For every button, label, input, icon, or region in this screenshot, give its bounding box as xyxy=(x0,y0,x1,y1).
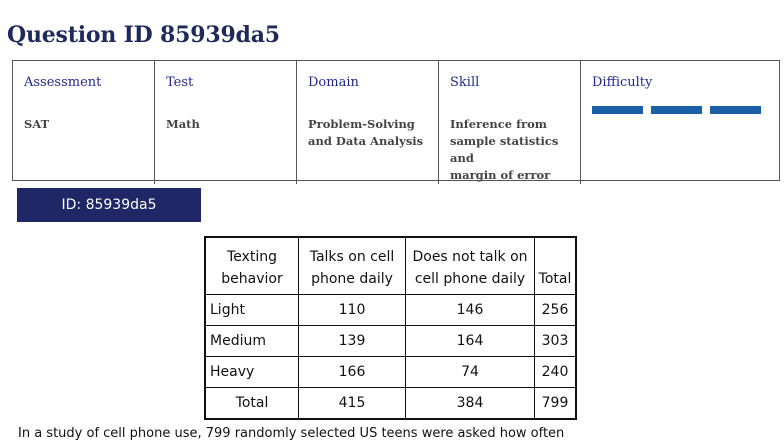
table-row xyxy=(205,326,576,357)
table-cell: 139 xyxy=(299,326,406,357)
table-row-label: Total xyxy=(205,388,299,420)
difficulty-bar xyxy=(651,106,702,114)
page-title: Question ID 85939da5 xyxy=(7,22,280,48)
table-cell: 240 xyxy=(535,357,577,388)
question-id-badge: ID: 85939da5 xyxy=(17,188,201,222)
table-cell: 74 xyxy=(406,357,535,388)
meta-skill-label: Skill xyxy=(450,75,480,90)
meta-test-label: Test xyxy=(166,75,194,90)
question-metadata-table xyxy=(12,60,780,181)
meta-skill xyxy=(439,61,581,184)
table-header-cell: Texting behavior xyxy=(205,237,299,295)
difficulty-bar xyxy=(710,106,761,114)
table-header-cell: Does not talk on cell phone daily xyxy=(406,237,535,295)
meta-test-value: Math xyxy=(166,117,200,131)
table-cell: 164 xyxy=(406,326,535,357)
table-row-label: Medium xyxy=(205,326,299,357)
table-cell: 799 xyxy=(535,388,577,420)
table-header-row xyxy=(205,237,576,295)
meta-assessment-label: Assessment xyxy=(24,75,102,90)
meta-domain-value: Problem-Solving and Data Analysis xyxy=(308,117,424,148)
table-header-cell: Total xyxy=(535,237,577,295)
table-header-cell: Talks on cell phone daily xyxy=(299,237,406,295)
table-cell: 303 xyxy=(535,326,577,357)
question-text: In a study of cell phone use, 799 randomly selected US teens were asked how often xyxy=(18,426,565,441)
meta-difficulty-label: Difficulty xyxy=(592,75,653,90)
table-cell: 146 xyxy=(406,295,535,326)
table-cell: 384 xyxy=(406,388,535,420)
table-row xyxy=(205,295,576,326)
table-row-label: Heavy xyxy=(205,357,299,388)
meta-difficulty xyxy=(581,61,779,184)
table-cell: 415 xyxy=(299,388,406,420)
difficulty-bar xyxy=(592,106,643,114)
table-total-row xyxy=(205,388,576,420)
meta-assessment-value: SAT xyxy=(24,117,50,131)
data-table xyxy=(204,236,577,420)
difficulty-indicator xyxy=(592,106,768,114)
table-row-label: Light xyxy=(205,295,299,326)
meta-domain xyxy=(297,61,439,184)
meta-domain-label: Domain xyxy=(308,75,359,90)
meta-assessment xyxy=(13,61,155,184)
meta-skill-value: Inference from sample statistics and margin of error xyxy=(450,117,559,182)
table-cell: 166 xyxy=(299,357,406,388)
table-row xyxy=(205,357,576,388)
table-cell: 256 xyxy=(535,295,577,326)
table-cell: 110 xyxy=(299,295,406,326)
meta-test xyxy=(155,61,297,184)
